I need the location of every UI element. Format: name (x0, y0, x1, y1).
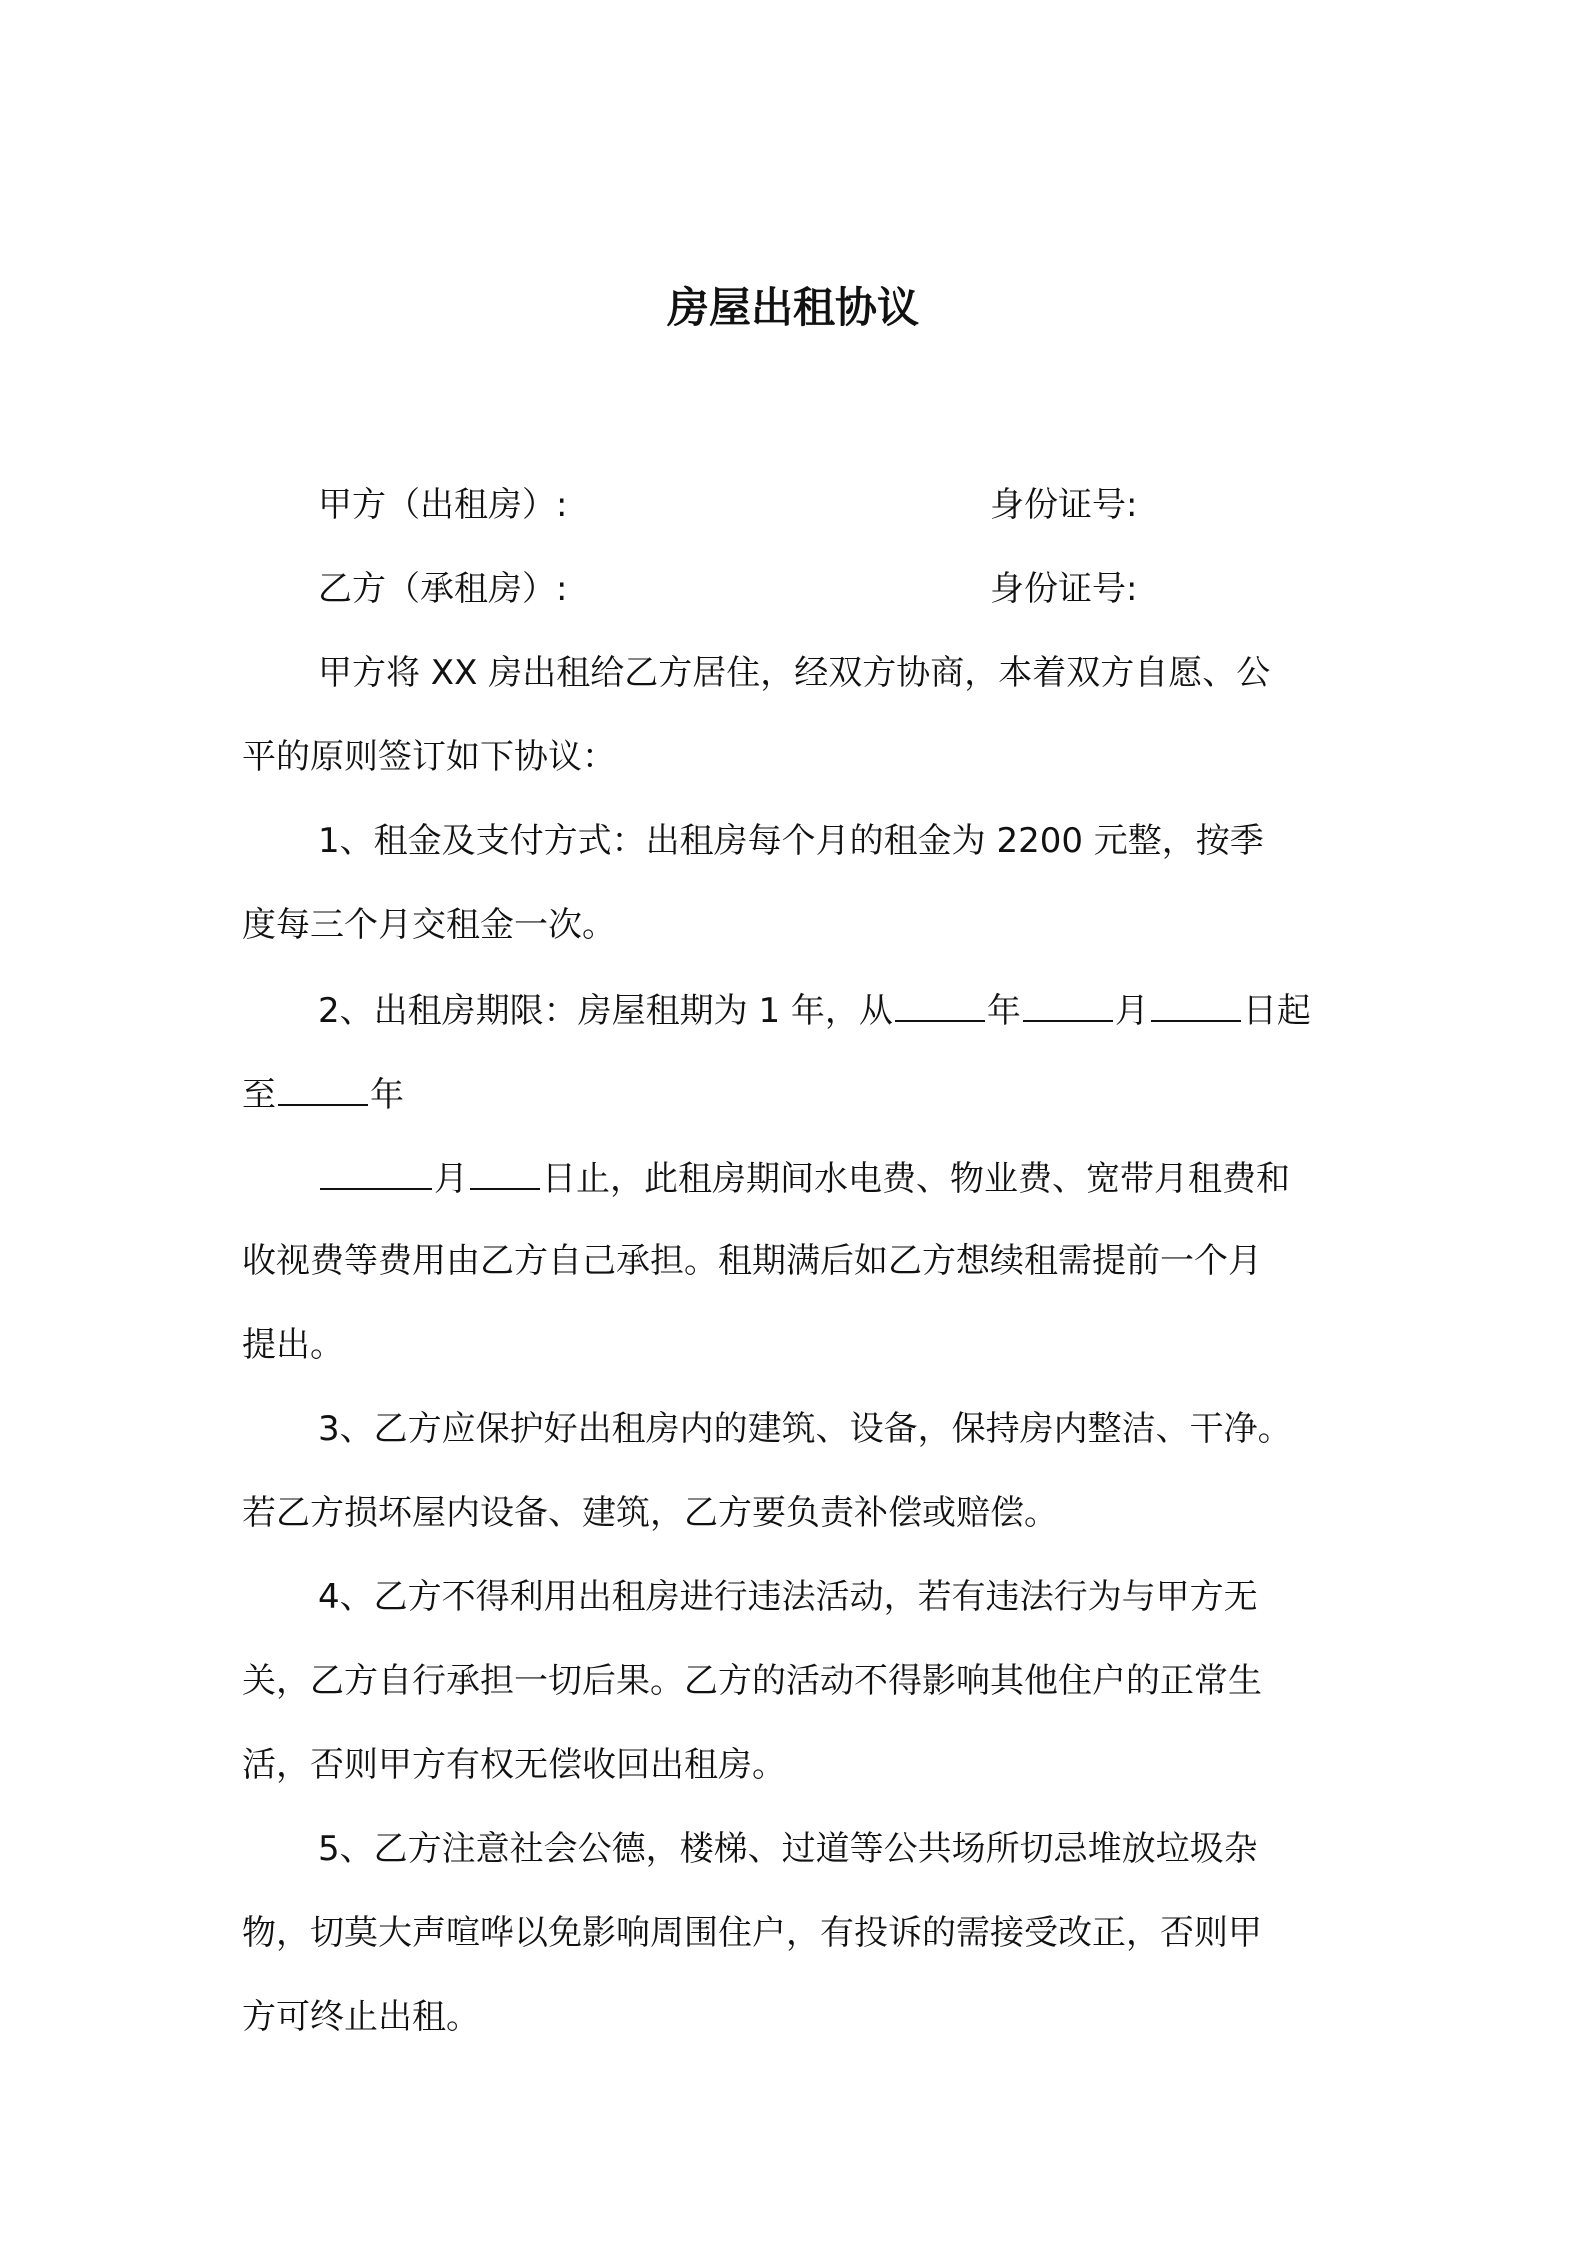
party-a-id-label: 身份证号: (990, 485, 1138, 525)
party-b-id-label: 身份证号: (990, 569, 1138, 609)
month-blank (1023, 986, 1113, 1022)
end-year-blank (278, 1070, 368, 1106)
party-b-label: 乙方（承租房）: (318, 569, 568, 609)
year-blank (895, 986, 985, 1022)
document-title: 房屋出租协议 (666, 283, 919, 332)
clause-2-prefix: 2、出租房期限：房屋租期为 1 年，从 (318, 991, 893, 1031)
end-day-blank (470, 1154, 540, 1190)
day-blank (1151, 986, 1241, 1022)
document-page: 房屋出租协议 甲方（出租房）: 身份证号: 乙方（承租房）: 身份证号: 甲方将 XX 房出租给乙方居住，经双方协商，本着双方自愿、公 平的原则签订如下协议： 1、租金及支付方式：出租房每个月的租金为 2200 元整，按季 度每三个月交租金一次。 2、出租房期限：房屋租期为 1 年，从 年 月 日起 至 年 月 日止，此租房期间水电费、物业费、宽带月租费和 收视费等费用由乙方自己承担。租期满后如乙方想续租需提前一个月 提出。 3、乙方应保护好出租房内的建筑、设备，保持房内整洁、干净。 若乙方损坏屋内设备、建筑，乙方要负责补偿或赔偿。 4、乙方不得利用出租房进行违法活动，若有违法行为与甲方无 关，乙方自行承担一切后果。乙方的活动不得影响其他住户的正常生 活，否则甲方有权无偿收回出租房。 5、乙方注意社会公德，楼梯、过道等公共场所切忌堆放垃圾杂 物，切莫大声喧哗以免影响周围住户，有投诉的需接受改正，否则甲 方可终止出租。 (0, 0, 1586, 2244)
end-month-blank (320, 1154, 432, 1190)
party-a-label: 甲方（出租房）: (318, 485, 568, 525)
